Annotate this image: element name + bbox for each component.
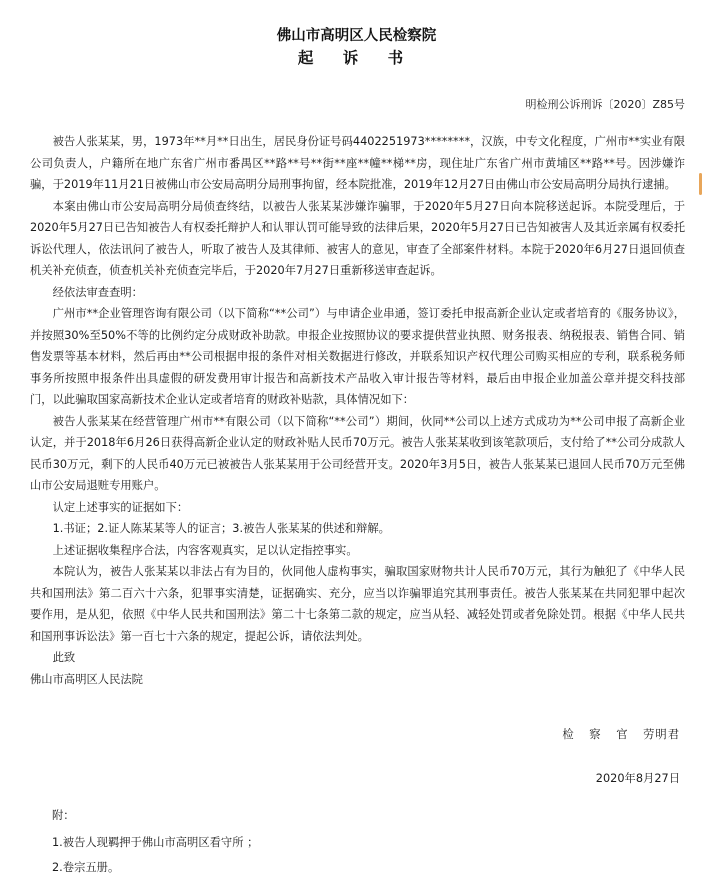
document-date: 2020年8月27日 bbox=[595, 772, 680, 785]
signature-name: 劳明君 bbox=[643, 728, 680, 741]
procuratorate-name: 佛山市高明区人民检察院 bbox=[276, 28, 437, 44]
attachment-item: 1.被告人现羁押于佛山市高明区看守所 ； bbox=[52, 836, 259, 849]
document-number: 明检刑公诉刑诉〔2020〕Z85号 bbox=[525, 98, 685, 111]
attachments bbox=[52, 803, 258, 880]
body-paragraph: 1.书证；2.证人陈某某等人的证言；3.被告人张某某的供述和辩解。 bbox=[52, 522, 390, 535]
attachments-heading: 附： bbox=[52, 809, 75, 822]
signature-block bbox=[562, 726, 680, 742]
body-paragraph: 认定上述事实的证据如下： bbox=[52, 500, 189, 514]
body-paragraph: 被告人张某某在经营管理广州市**有限公司（以下简称“**公司”）期间，伙同**公司以上述方式成功为**公司申报了高新企业认定，并于2018年6月26日获得高新企业认定的财政补贴人民币70万元。被告人张某某收到该笔款项后，支付给了**公司分成款人民币30万元，剩下的人民币40万元已被被告人张某某用于公司经营开支。2020年3月5日，被告人张某某已退回人民币70万元至佛山市公安局退赃专用账户。 bbox=[30, 414, 685, 492]
body-paragraph: 佛山市高明区人民法院 bbox=[30, 672, 143, 686]
body-paragraph: 被告人张某某，男，1973年**月**日出生，居民身份证号码4402251973********，汉族，中专文化程度，广州市**实业有限公司负责人，户籍所在地广东省广州市番禺区**路**号**街**座**幢**梯**房，现住址广东省广州市黄埔区**路**号。因涉嫌诈骗，于2019年11月21日被佛山市公安局高明分局刑事拘留，经本院批准，2019年12月27日由佛山市公安局高明分局执行逮捕。 bbox=[30, 135, 685, 191]
body-paragraph: 本案由佛山市公安局高明分局侦查终结，以被告人张某某涉嫌诈骗罪，于2020年5月27日向本院移送起诉。本院受理后，于2020年5月27日已告知被告人有权委托辩护人和认罪认罚可能导致的法律后果，2020年5月27日已告知被害人及其近亲属有权委托诉讼代理人，依法讯问了被告人，听取了被告人及其律师、被害人的意见，审查了全部案件材料。本院于2020年6月27日退回侦查机关补充侦查，侦查机关补充侦查完毕后，于2020年7月27日重新移送审查起诉。 bbox=[30, 199, 685, 277]
body-paragraph: 此致 bbox=[52, 651, 76, 664]
document-body bbox=[30, 131, 685, 690]
attachment-item: 2.卷宗五册。 bbox=[52, 861, 120, 874]
body-paragraph: 经依法审查查明： bbox=[52, 285, 143, 299]
signature-role: 检 察 官 bbox=[562, 728, 629, 741]
edge-marker bbox=[699, 173, 702, 195]
body-paragraph: 本院认为，被告人张某某以非法占有为目的，伙同他人虚构事实，骗取国家财物共计人民币70万元，其行为触犯了《中华人民共和国刑法》第二百六十六条，犯罪事实清楚，证据确实、充分，应当以诈骗罪追究其刑事责任。被告人张某某在共同犯罪中起次要作用，是从犯，依照《中华人民共和国刑法》第二十七条第二款的规定，应当从轻、减轻处罚或者免除处罚。根据《中华人民共和国刑事诉讼法》第一百七十六条的规定，提起公诉，请依法判处。 bbox=[30, 565, 685, 643]
document-title: 起 诉 书 bbox=[297, 48, 416, 67]
body-paragraph: 广州市**企业管理咨询有限公司（以下简称“**公司”）与申请企业串通，签订委托申报高新企业认定或者培育的《服务协议》，并按照30%至50%不等的比例约定分成财政补助款。申报企业按照协议的要求提供营业执照、财务报表、纳税报表、销售合同、销售发票等基本材料，然后再由**公司根据申报的条件对相关数据进行修改，并联系知识产权代理公司购买相应的专利，联系税务师事务所按照申报条件出具虚假的研发费用审计报告和高新技术产品收入审计报告等材料，最后由申报企业加盖公章并提交科技部门，以此骗取国家高新技术企业认定或者培育的财政补贴款，具体情况如下： bbox=[30, 307, 685, 406]
body-paragraph: 上述证据收集程序合法，内容客观真实，足以认定指控事实。 bbox=[52, 543, 358, 557]
